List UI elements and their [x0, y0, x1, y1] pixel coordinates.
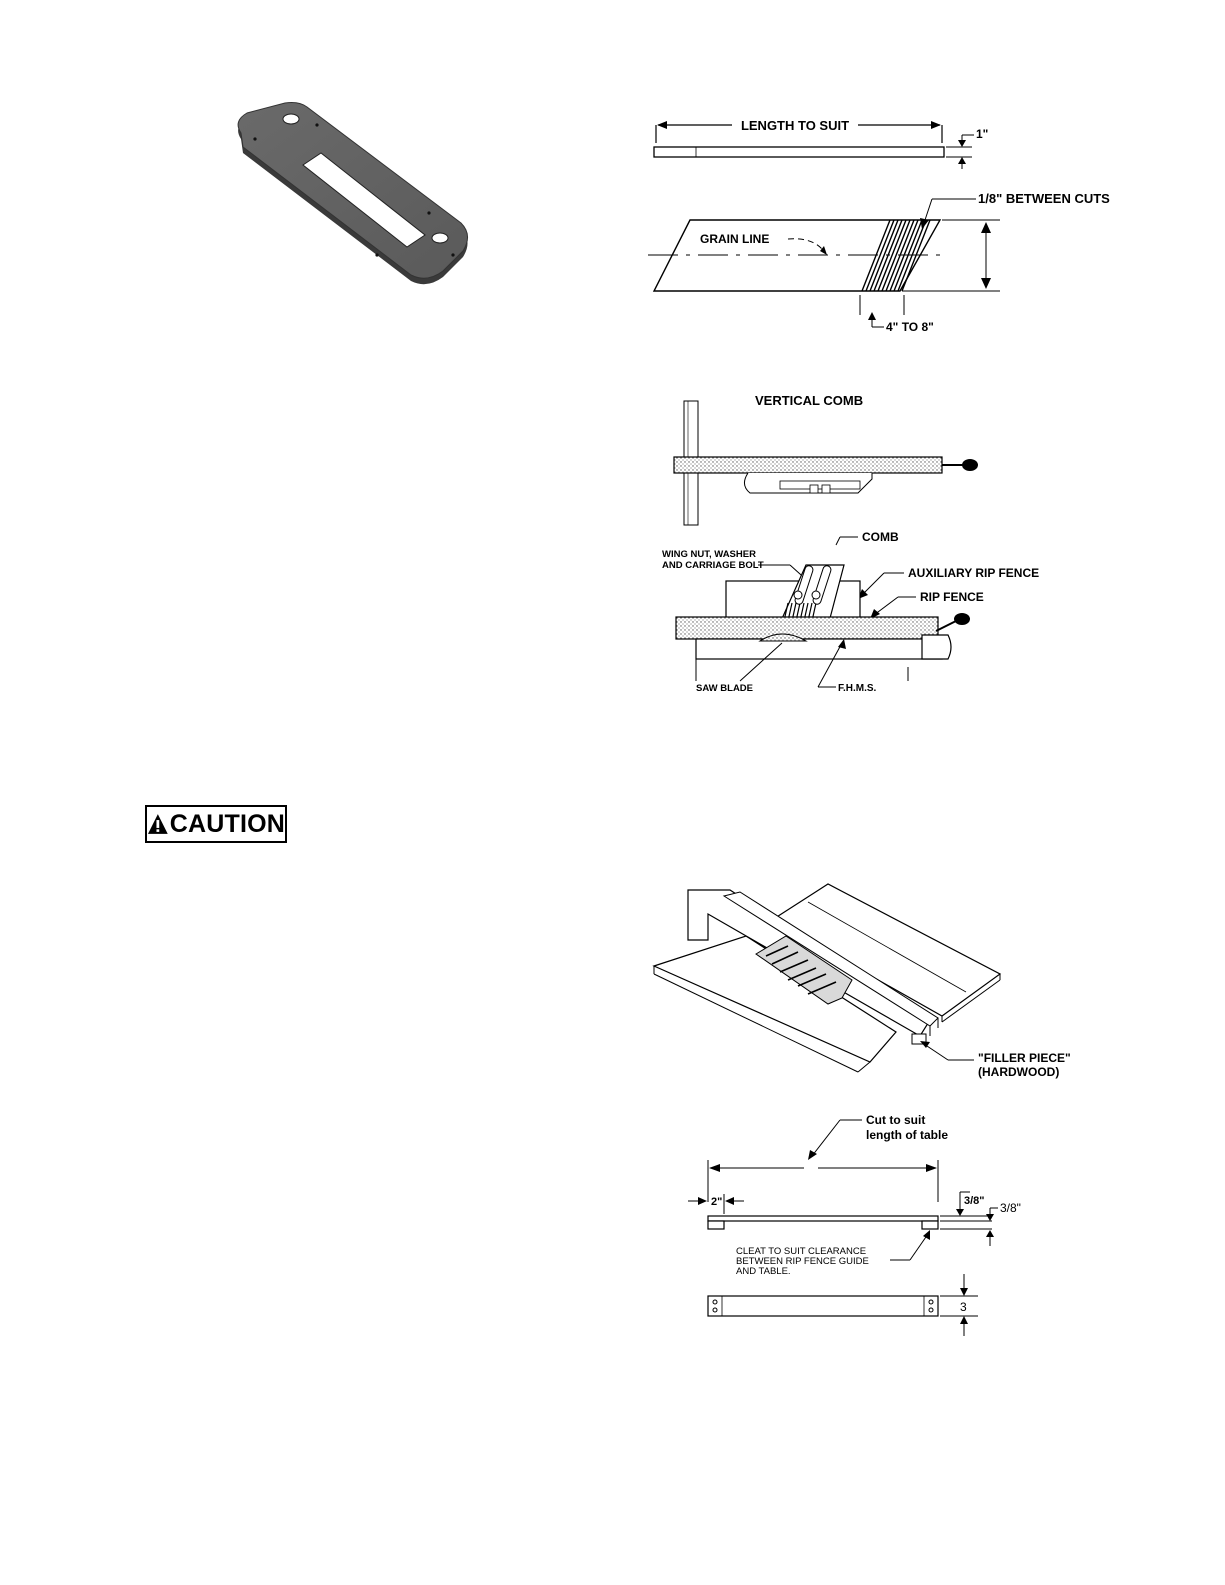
thickness-label: 1" [976, 127, 989, 141]
wing-nut-label-2: AND CARRIAGE BOLT [662, 560, 764, 571]
length-to-suit-label: LENGTH TO SUIT [740, 118, 850, 133]
filler-piece-label-2: (HARDWOOD) [978, 1065, 1060, 1079]
cleat-note-1: CLEAT TO SUIT CLEARANCE [736, 1246, 867, 1257]
rip-fence-label: RIP FENCE [920, 590, 984, 604]
grain-line-label: GRAIN LINE [700, 232, 770, 246]
filler-piece-label-1: "FILLER PIECE" [978, 1051, 1071, 1065]
cleat-note-2: BETWEEN RIP FENCE GUIDE [736, 1256, 869, 1267]
cleat-width-label: 2" [711, 1196, 723, 1208]
vertical-comb-figure [640, 385, 1070, 715]
cuts-label: 1/8" BETWEEN CUTS [978, 191, 1110, 206]
vertical-comb-title: VERTICAL COMB [755, 393, 864, 408]
aux-fence-label: AUXILIARY RIP FENCE [908, 566, 1040, 580]
comb-label: COMB [862, 530, 899, 544]
filler-dimensions-figure [680, 1110, 1060, 1340]
cut-to-suit-label-2: length of table [866, 1128, 948, 1142]
cleat-note-3: AND TABLE. [736, 1266, 791, 1277]
comb-dimensions-figure [640, 105, 1120, 350]
saw-blade-label: SAW BLADE [696, 683, 753, 694]
table-insert-figure [225, 95, 480, 295]
warning-triangle-icon [147, 813, 169, 835]
cut-to-suit-label-1: Cut to suit [866, 1113, 926, 1127]
fhms-label: F.H.M.S. [838, 683, 877, 694]
caution-label [145, 805, 287, 843]
caution-text: CAUTION [169, 809, 285, 838]
dim-b-label: 3/8" [1000, 1201, 1021, 1215]
wing-nut-label-1: WING NUT, WASHER [662, 549, 756, 560]
cut-length-label: 4" TO 8" [886, 320, 934, 334]
filler-piece-figure [648, 880, 1078, 1090]
dim-a-label: 3/8" [964, 1195, 985, 1207]
width-label: 3 [960, 1300, 967, 1314]
